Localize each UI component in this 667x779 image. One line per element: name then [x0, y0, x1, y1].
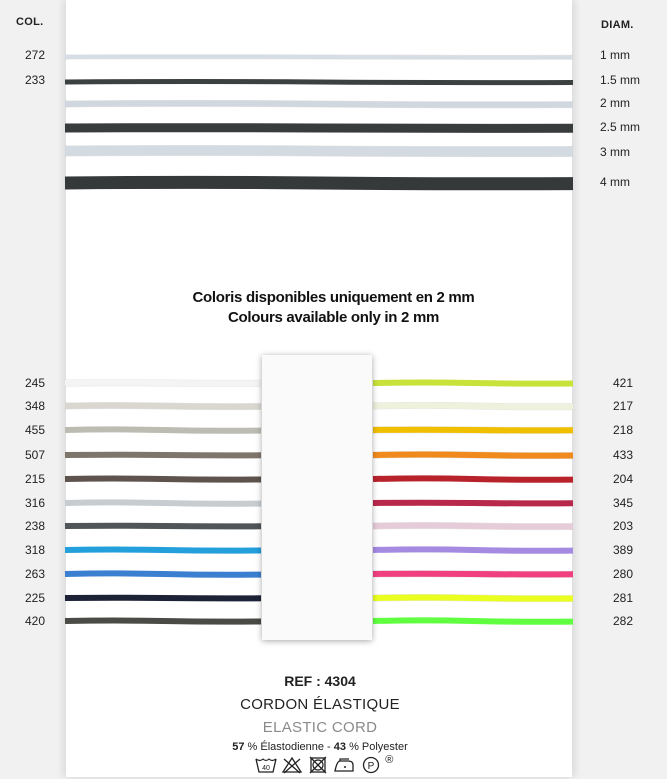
diameter-cord: [65, 82, 573, 83]
diameter-cord: [65, 103, 573, 104]
color-swatch-cord: [373, 405, 573, 406]
registered-mark: ®: [385, 753, 394, 766]
color-code: 421: [613, 376, 634, 390]
availability-note-fr: Coloris disponibles uniquement en 2 mm: [192, 289, 475, 306]
color-code: 280: [613, 567, 634, 581]
color-swatch-cord: [65, 502, 261, 503]
color-swatch-cord: [65, 455, 261, 456]
color-code: 215: [24, 472, 45, 486]
color-code: 263: [24, 567, 45, 581]
wash-temp-label: 40: [262, 765, 270, 772]
color-code: 318: [24, 543, 45, 557]
composition-fiber-1: % Élastodienne -: [244, 741, 334, 753]
diameter-label: 3 mm: [600, 145, 630, 159]
color-swatch-cord: [65, 550, 261, 551]
color-swatch-cord: [373, 478, 573, 479]
color-swatch-cord: [65, 479, 261, 480]
color-swatch-cord: [373, 620, 573, 621]
composition-pct-2: 43: [333, 741, 347, 753]
wash-40-icon: [255, 756, 277, 779]
diameter-cord: [65, 128, 573, 129]
color-code: 233: [24, 73, 45, 87]
color-code: 455: [24, 423, 45, 437]
color-code: 345: [613, 496, 634, 510]
color-code: 245: [24, 376, 45, 390]
color-swatch-cord: [65, 621, 261, 622]
color-swatch-cord: [65, 598, 261, 599]
color-swatch-cord: [373, 455, 573, 456]
color-code: 348: [24, 399, 45, 413]
diameter-cord: [65, 57, 573, 58]
color-swatch-cord: [65, 429, 261, 430]
color-swatch-cord: [373, 503, 573, 504]
color-code: 507: [24, 448, 45, 462]
product-name-en: ELASTIC CORD: [262, 719, 378, 736]
low-iron-icon: [332, 756, 356, 779]
product-reference: REF : 4304: [284, 673, 356, 689]
color-swatch-cord: [373, 526, 573, 527]
color-code: 389: [613, 543, 634, 557]
diameter-label: 2 mm: [600, 96, 630, 110]
color-swatch-cord: [65, 573, 261, 574]
color-code: 272: [24, 48, 45, 62]
color-code: 203: [613, 519, 634, 533]
color-swatch-cord: [373, 574, 573, 575]
color-swatch-cord: [65, 406, 261, 407]
no-bleach-icon: [281, 756, 303, 779]
color-swatch-cord: [65, 526, 261, 527]
color-code: 238: [24, 519, 45, 533]
color-swatch-cord: [65, 383, 261, 384]
color-code: 225: [24, 591, 45, 605]
diameter-cord: [65, 182, 573, 183]
dry-clean-label: P: [367, 761, 375, 772]
color-code: 217: [613, 399, 634, 413]
availability-note-en: Colours available only in 2 mm: [227, 309, 440, 326]
composition: [0, 741, 640, 753]
composition-fiber-2: % Polyester: [346, 741, 408, 753]
blank-card: [262, 355, 372, 640]
color-column-header: COL.: [16, 16, 44, 28]
color-code: 204: [613, 472, 634, 486]
diameter-label: 4 mm: [600, 175, 630, 189]
diameter-label: 1 mm: [600, 48, 630, 62]
color-code: 316: [24, 496, 45, 510]
care-symbols: [255, 753, 394, 776]
color-swatch-cord: [373, 549, 573, 550]
diameter-cord: [65, 151, 573, 152]
composition-pct-1: 57: [232, 741, 245, 753]
diameter-column-header: DIAM.: [601, 19, 634, 31]
color-code: 218: [613, 423, 634, 437]
color-swatch-cord: [373, 430, 573, 431]
diameter-label: 2.5 mm: [600, 120, 641, 134]
color-code: 282: [613, 614, 634, 628]
color-code: 281: [613, 591, 634, 605]
color-code: 433: [613, 448, 634, 462]
color-swatch-cord: [373, 598, 573, 599]
product-name-fr: CORDON ÉLASTIQUE: [240, 696, 400, 713]
no-tumble-dry-icon: [308, 756, 328, 779]
dry-clean-p-icon: [361, 756, 381, 779]
color-swatch-cord: [373, 383, 573, 384]
color-code: 420: [24, 614, 45, 628]
diameter-label: 1.5 mm: [600, 73, 641, 87]
